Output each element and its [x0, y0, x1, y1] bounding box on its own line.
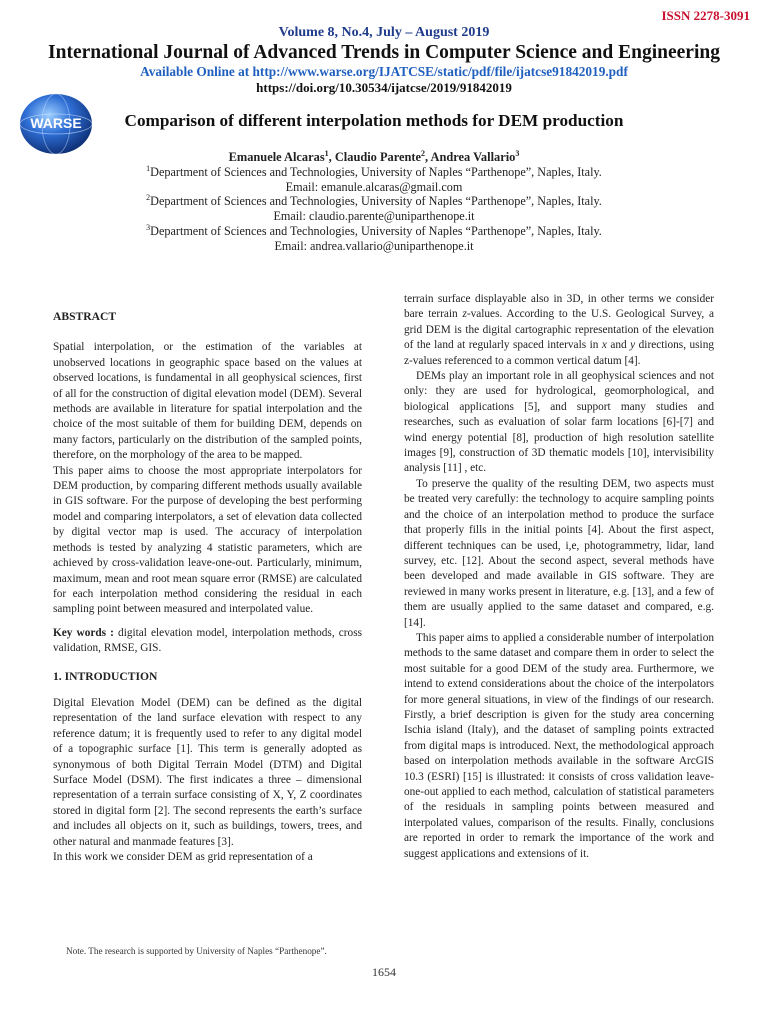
keywords [53, 626, 362, 657]
author-list [100, 150, 648, 165]
affiliation-department: Department of Sciences and Technologies, University of Naples “Parthenope”, Naples, Italy. [150, 194, 602, 209]
body-paragraph [404, 292, 714, 369]
affiliation [100, 165, 648, 180]
author-separator: , [328, 150, 335, 164]
paper-title: Comparison of different interpolation methods for DEM production [124, 111, 624, 130]
italic-variable: y [630, 339, 636, 352]
author-superscript: 1 [324, 148, 329, 158]
section-heading-introduction: 1. INTRODUCTION [53, 669, 158, 683]
author-email: Email: emanule.alcaras@gmail.com [285, 179, 463, 194]
volume-issue: Volume 8, No.4, July – August 2019 [278, 25, 490, 40]
affiliation [100, 224, 648, 239]
author-name: Andrea Vallario [430, 150, 516, 164]
abstract-heading: ABSTRACT [53, 310, 117, 323]
body-paragraph: DEMs play an important role in all geophysical sciences and not only: they are used for hydrological, geomorphological, and biological applications [5], and support many studies and researches, such as evaluation of solar farm locations [6]-[7] and wind energy potential [8], production of high resolution satellite images [9], construction of 3D thematic models [10], intervisibility analysis [11] , etc. [404, 370, 714, 475]
affiliation-superscript: 3 [146, 222, 151, 232]
author-superscript: 2 [421, 148, 426, 158]
right-column [404, 292, 714, 862]
italic-variable: x [601, 339, 607, 352]
body-paragraph: Digital Elevation Model (DEM) can be defined as the digital representation of the land surface elevation with respect to any reference datum; it is frequently used to refer to any digital model of a topographic surface [1]. This term is generally adopted as synonymous of both Digital Terrain Model (DTM) and Digital Surface Model (DSM). The first indicates a three – dimensional representation of a terrain surface consisting of X, Y, Z coordinates stored in digital form [2]. The second represents the earth’s surface and includes all objects on it, such as buildings, towers, trees, and other natural and manmade features [3]. [53, 696, 362, 848]
issn-label: ISSN 2278-3091 [661, 8, 750, 23]
text-run: -values. According to the U.S. Geological Survey, a grid DEM is the digital cartographic representation of the elevation of the land at regularly spaced intervals in [404, 308, 714, 352]
affiliation-superscript: 1 [146, 163, 151, 173]
affiliation [100, 194, 648, 209]
abstract-paragraph: This paper aims to choose the most appropriate interpolators for DEM production, by comparing different methods usually available in GIS software. For the purpose of developing the best performing model and comparing interpolators, a set of elevation data collected by digital vector map is used. The accuracy of interpolation methods is tested by analyzing 4 statistic parameters, which are achieved by cross-validation leave-one-out. Particularly, minimum, maximum, mean and root mean square error (RMSE) are calculated for each interpolation method considering the residual in each sampling point between measured and interpolated value. [53, 464, 362, 616]
author-superscript: 3 [515, 148, 520, 158]
body-paragraph: This paper aims to applied a considerable number of interpolation methods to the same dataset and compare them in order to select the most suitable for a good DEM of the study area. Furthermore, we intend to extend considerations about the choice of the interpolators for more general situations, in view of the findings of our research. Firstly, a brief description is given for the study area concerning Ischia island (Italy), and the dataset of sampling points extracted from digital maps is introduced. Next, the methodological approach based on interpolation methods available in the software ArcGIS 10.3 (ESRI) [15] is illustrated: it consists of cross validation leave-one-out applied to each method, calculation of statistical parameters of the residuals in sampling points between measured and interpolated values, comparison of the results. Finally, conclusions are reported in order to remark the importance of the work and suggest applications and extensions of it. [404, 631, 714, 860]
text-run: and [606, 339, 631, 352]
text-run: terrain surface displayable also in 3D, in other terms we consider bare terrain [404, 293, 714, 321]
keywords-text: digital elevation model, interpolation methods, cross validation, RMSE, GIS. [53, 626, 362, 655]
text-run: directions, using z-values referenced to a common vertical datum [4]. [404, 339, 714, 367]
affiliation-department: Department of Sciences and Technologies, University of Naples “Parthenope”, Naples, Italy. [150, 223, 602, 238]
journal-title: International Journal of Advanced Trends in Computer Science and Engineering [48, 42, 720, 63]
affiliation-superscript: 2 [146, 193, 151, 203]
italic-variable: z [462, 308, 467, 321]
keywords-label: Key words : [53, 626, 114, 639]
page-number: 1654 [372, 965, 396, 979]
doi-link[interactable]: https://doi.org/10.30534/ijatcse/2019/91842019 [256, 80, 512, 95]
author-name: Emanuele Alcaras [228, 150, 325, 164]
body-paragraph: To preserve the quality of the resulting DEM, two aspects must be treated very carefully: the technology to acquire sampling points and the choice of an interpolation method to produce the surface that properly fills in the initial points [4]. About the first aspect, different techniques can be used, i,e, photogrammetry, lidar, land survey, etc. [12]. About the second aspect, several methods have been developed and made available in GIS software. They are reviewed in many works present in literature, e.g. [13], and a few of them are usually applied to the same dataset and compared, e.g. [14]. [404, 477, 714, 629]
author-separator: , [425, 150, 431, 164]
journal-masthead [0, 24, 768, 96]
footnote: Note. The research is supported by University of Naples “Parthenope”. [66, 946, 327, 956]
author-name: Claudio Parente [334, 150, 422, 164]
left-column [53, 309, 362, 865]
online-url-link[interactable]: Available Online at http://www.warse.org/IJATCSE/static/pdf/file/ijatcse91842019.pdf [140, 64, 628, 79]
body-paragraph: In this work we consider DEM as grid representation of a [53, 851, 313, 863]
author-email: Email: claudio.parente@uniparthenope.it [273, 209, 475, 224]
affiliation-department: Department of Sciences and Technologies, University of Naples “Parthenope”, Naples, Italy. [150, 164, 602, 179]
warse-logo [14, 92, 98, 156]
author-block [100, 150, 648, 254]
abstract-paragraph: Spatial interpolation, or the estimation of the variables at unobserved locations in geographic space based on the values at observed locations, is fundamental in all geophysical sciences, first of all for the construction of digital elevation model (DEM). Several methods are available in literature for spatial interpolation and the choice of the most suitable of them for building DEM, depends on many factors, particularly on the distribution of the sampled points, therefore, on the morphology of the area to be mapped. [53, 341, 363, 462]
logo-text: WARSE [30, 115, 82, 131]
author-email: Email: andrea.vallario@uniparthenope.it [274, 238, 474, 253]
